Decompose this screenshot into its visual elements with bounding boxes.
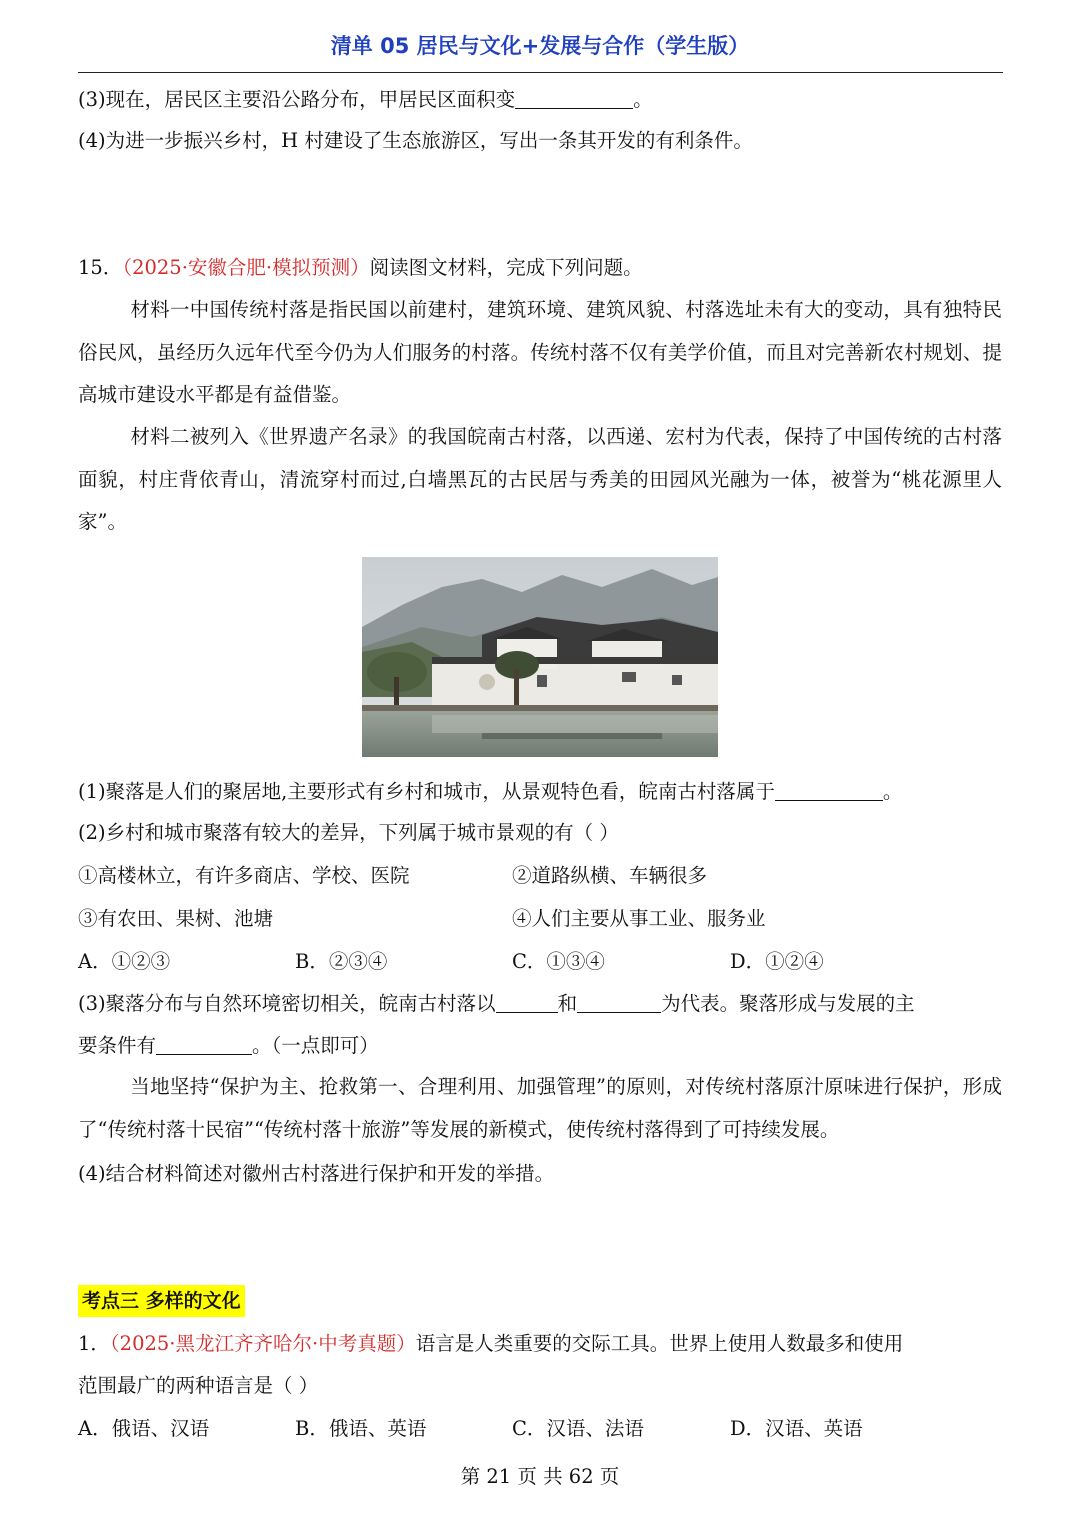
q15-material-1 (78, 289, 1002, 417)
page-number: 第 21 页 共 62 页 (460, 1465, 620, 1488)
document-header-title: 清单 05 居民与文化+发展与合作（学生版） (330, 34, 750, 58)
section-heading: 考点三 多样的文化 (78, 1285, 245, 1317)
q1-option-a[interactable]: A．俄语、汉语 (78, 1417, 210, 1440)
option-a[interactable]: A．①②③ (78, 950, 171, 973)
q14-sub3 (78, 86, 653, 114)
q1-stem-a: 语言是人类重要的交际工具。世界上使用人数最多和使用 (415, 1332, 904, 1355)
village-photo (362, 557, 718, 757)
q14-sub4: (4)为进一步振兴乡村，H 村建设了生态旅游区，写出一条其开发的有利条件。 (78, 129, 753, 152)
q1-option-b[interactable]: B．俄语、英语 (295, 1417, 427, 1440)
option-d[interactable]: D．①②④ (730, 950, 824, 973)
question-source: （2025·安徽合肥·模拟预测） (122, 256, 370, 279)
material-1-text: 材料一中国传统村落是指民国以前建村，建筑环境、建筑风貌、村落选址未有大的变动，具有独特民俗民风，虽经历久远年代至今仍为人们服务的村落。传统村落不仅有美学价值，而且对完善新农村规划、提高城市建设水平都是有益借鉴。 (78, 298, 1002, 406)
q15-sub1-end: 。 (882, 780, 903, 803)
material-3-text: 当地坚持“保护为主、抢救第一、合理利用、加强管理”的原则，对传统村落原汁原味进行保护，形成了“传统村落十民宿”“传统村落十旅游”等发展的新模式，使传统村落得到了可持续发展。 (78, 1075, 1002, 1141)
statement-2: ②道路纵横、车辆很多 (512, 864, 708, 887)
q1-option-d[interactable]: D．汉语、英语 (730, 1417, 863, 1440)
q15-sub3-line1 (78, 990, 915, 1018)
question-number: 1． (78, 1332, 110, 1355)
q15-sub3-a: (3)聚落分布与自然环境密切相关，皖南古村落以 (78, 992, 496, 1015)
q14-sub3-end: 。 (633, 88, 653, 111)
q15-material-2 (78, 416, 1002, 544)
answer-blank[interactable] (156, 1034, 252, 1055)
statement-4: ④人们主要从事工业、服务业 (512, 907, 766, 930)
question-number: 15． (78, 256, 123, 279)
q15-sub2: (2)乡村和城市聚落有较大的差异，下列属于城市景观的有（ ） (78, 821, 619, 844)
answer-blank[interactable] (515, 88, 633, 109)
q15-sub1 (78, 778, 902, 806)
question-prompt: 阅读图文材料，完成下列问题。 (369, 256, 643, 279)
village-illustration (362, 557, 718, 757)
q1-option-c[interactable]: C．汉语、法语 (512, 1417, 644, 1440)
material-2-text: 材料二被列入《世界遗产名录》的我国皖南古村落，以西递、宏村为代表，保持了中国传统的古村落面貌，村庄背依青山，清流穿村而过,白墙黑瓦的古民居与秀美的田园风光融为一体，被誉为“桃花源里人家”。 (78, 425, 1002, 533)
q1-heading (78, 1330, 903, 1358)
answer-blank[interactable] (496, 992, 558, 1013)
q15-sub4: (4)结合材料简述对徽州古村落进行保护和开发的举措。 (78, 1162, 555, 1185)
q15-sub3-d: 要条件有 (78, 1034, 157, 1057)
q14-sub3-text: (3)现在，居民区主要沿公路分布，甲居民区面积变 (78, 88, 516, 111)
option-b[interactable]: B．②③④ (295, 950, 388, 973)
question-source: （2025·黑龙江齐齐哈尔·中考真题） (109, 1332, 416, 1355)
option-c[interactable]: C．①③④ (512, 950, 605, 973)
answer-blank[interactable] (775, 780, 883, 801)
statement-1: ①高楼林立，有许多商店、学校、医院 (78, 864, 410, 887)
statement-3: ③有农田、果树、池塘 (78, 907, 274, 930)
q15-material-3 (78, 1066, 1002, 1151)
q15-sub3-c: 为代表。聚落形成与发展的主 (661, 992, 915, 1015)
q15-sub1-text: (1)聚落是人们的聚居地,主要形式有乡村和城市，从景观特色看，皖南古村落属于 (78, 780, 775, 803)
q15-sub3-e: 。（一点即可） (252, 1034, 379, 1057)
q15-sub3-b: 和 (557, 992, 578, 1015)
q1-stem-b: 范围最广的两种语言是（ ） (78, 1374, 319, 1397)
header-divider (78, 72, 1003, 73)
q15-sub3-line2 (78, 1032, 379, 1060)
answer-blank[interactable] (577, 992, 661, 1013)
q15-heading (78, 254, 643, 282)
